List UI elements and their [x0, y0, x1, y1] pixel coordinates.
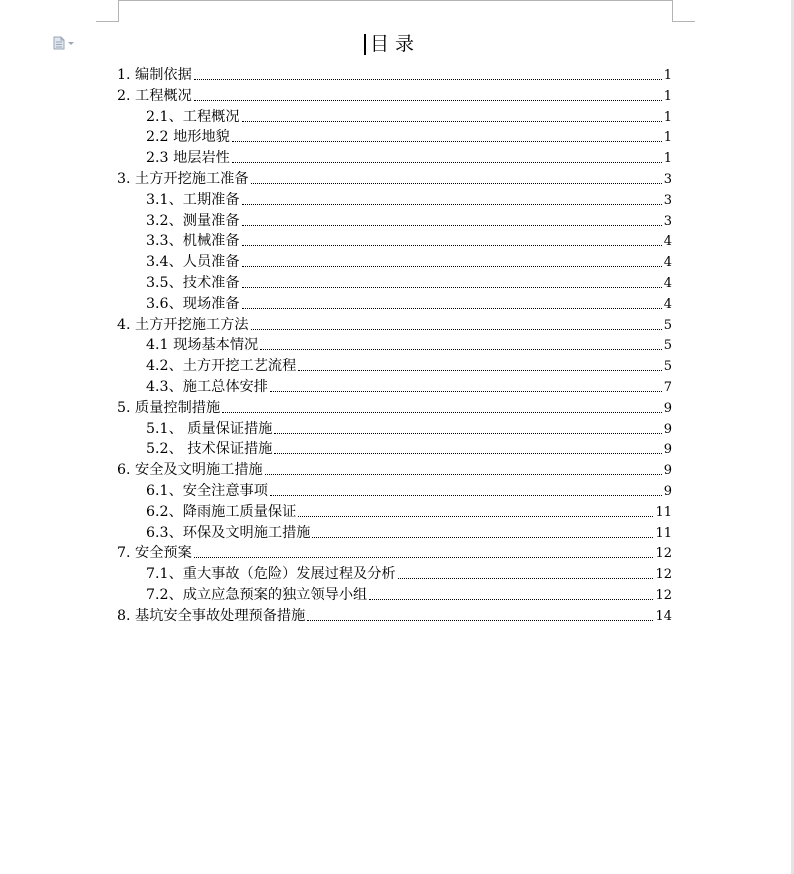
toc-entry-label: 5.1、 质量保证措施 [146, 420, 273, 437]
toc-entry[interactable] [146, 210, 672, 231]
toc-leader-dots [298, 515, 653, 517]
toc-entry[interactable] [117, 168, 672, 189]
toc-entry-label: 3.6、现场准备 [146, 295, 240, 312]
toc-entry-label: 2.3 地层岩性 [146, 150, 230, 167]
toc-entry-page-number: 5 [663, 359, 672, 375]
toc-entry-label: 2.2 地形地貌 [146, 129, 230, 146]
toc-entry-label: 6.2、降雨施工质量保证 [146, 503, 297, 520]
toc-entry[interactable] [146, 293, 672, 314]
toc-entry-label: 3.2、测量准备 [146, 212, 240, 229]
toc-entry-page-number: 3 [663, 172, 672, 187]
toc-leader-dots [232, 140, 662, 142]
toc-entry[interactable] [146, 106, 672, 127]
toc-entry-label: 4.1 现场基本情况 [146, 337, 259, 354]
toc-entry-page-number: 4 [663, 234, 672, 250]
toc-entry-label: 6.1、安全注意事项 [146, 483, 268, 499]
toc-leader-dots [194, 78, 662, 80]
toc-entry-page-number: 1 [663, 88, 672, 104]
toc-entry-page-number: 4 [663, 255, 672, 271]
text-cursor [364, 34, 366, 55]
toc-entry[interactable] [117, 459, 672, 480]
crop-mark-left-vertical [118, 0, 119, 22]
toc-entry-page-number: 9 [663, 463, 672, 479]
toc-entry-page-number: 12 [655, 567, 672, 583]
toc-entry[interactable] [146, 126, 672, 147]
toc-entry[interactable] [146, 189, 672, 210]
toc-entry-label: 4. 土方开挖施工方法 [117, 316, 249, 333]
toc-entry-label: 4.2、土方开挖工艺流程 [146, 358, 297, 375]
page-top-border [118, 0, 673, 1]
toc-leader-dots [242, 224, 662, 226]
toc-entry-label: 6. 安全及文明施工措施 [117, 462, 263, 479]
toc-entry-page-number: 1 [663, 68, 672, 83]
toc-leader-dots [265, 473, 662, 475]
toc-leader-dots [369, 598, 653, 600]
toc-entry[interactable] [146, 334, 672, 355]
toc-entry[interactable] [146, 563, 672, 584]
toc-entry-page-number: 11 [655, 504, 672, 520]
toc-leader-dots [242, 265, 662, 267]
toc-entry-page-number: 5 [663, 317, 672, 333]
toc-entry-label: 5. 质量控制措施 [117, 399, 221, 416]
toc-entry-label: 1. 编制依据 [117, 67, 192, 83]
toc-entry-label: 3.5、技术准备 [146, 275, 240, 291]
toc-entry[interactable] [146, 480, 672, 501]
toc-entry-label: 4.3、施工总体安排 [146, 379, 268, 395]
crop-mark-right-horizontal [673, 21, 695, 22]
toc-entry[interactable] [117, 85, 672, 106]
toc-entry-page-number: 9 [663, 421, 672, 437]
toc-entry[interactable] [146, 501, 672, 522]
toc-leader-dots [194, 99, 662, 101]
toc-entry[interactable] [146, 272, 672, 293]
toc-entry-page-number: 1 [663, 130, 672, 146]
toc-entry-page-number: 9 [663, 400, 672, 416]
toc-entry-page-number: 3 [663, 192, 672, 208]
toc-entry[interactable] [146, 147, 672, 168]
toc-entry[interactable] [146, 522, 672, 543]
toc-entry-label: 3.3、机械准备 [146, 233, 240, 250]
toc-entry[interactable] [146, 355, 672, 376]
toc-entry[interactable] [146, 418, 672, 439]
toc-entry-label: 7. 安全预案 [117, 545, 192, 562]
toc-entry[interactable] [146, 376, 672, 397]
toc-entry-page-number: 14 [655, 608, 672, 624]
toc-leader-dots [194, 556, 654, 558]
toc-leader-dots [307, 619, 653, 621]
toc-leader-dots [242, 244, 662, 246]
toc-entry-page-number: 12 [655, 588, 672, 603]
toc-entry[interactable] [146, 251, 672, 272]
toc-leader-dots [270, 390, 662, 392]
toc-leader-dots [242, 120, 662, 122]
toc-entry-page-number: 5 [663, 338, 672, 354]
toc-entry-page-number: 1 [663, 151, 672, 167]
toc-entry-page-number: 12 [655, 546, 672, 562]
toc-leader-dots [251, 328, 662, 330]
toc-leader-dots [242, 203, 662, 205]
toc-entry-label: 3.4、人员准备 [146, 254, 240, 271]
toc-entry[interactable] [117, 397, 672, 418]
toc-entry-label: 7.1、重大事故（危险）发展过程及分析 [146, 566, 396, 583]
toc-entry[interactable] [117, 314, 672, 335]
toc-entry-page-number: 9 [663, 484, 672, 499]
toc-entry[interactable] [146, 584, 672, 605]
toc-entry-label: 8. 基坑安全事故处理预备措施 [117, 607, 306, 624]
toc-leader-dots [312, 536, 653, 538]
crop-mark-right-vertical [672, 0, 673, 22]
toc-leader-dots [260, 348, 662, 350]
toc-entry[interactable] [146, 438, 672, 459]
toc-leader-dots [242, 307, 662, 309]
toc-leader-dots [298, 369, 661, 371]
toc-leader-dots [398, 577, 654, 579]
document-menu-button[interactable] [53, 35, 81, 51]
toc-entry-label: 2. 工程概况 [117, 87, 192, 104]
chevron-down-icon [68, 42, 74, 45]
toc-entry[interactable] [117, 64, 672, 85]
toc-entry[interactable] [117, 605, 672, 626]
toc-entry-label: 7.2、成立应急预案的独立领导小组 [146, 587, 368, 603]
toc-entry-label: 3. 土方开挖施工准备 [117, 171, 249, 187]
toc-entry-page-number: 3 [663, 213, 672, 229]
document-icon [53, 36, 65, 50]
toc-entry-label: 2.1、工程概况 [146, 108, 240, 125]
toc-entry-label: 6.3、环保及文明施工措施 [146, 524, 311, 541]
crop-mark-left-horizontal [96, 21, 118, 22]
page-title: 目 录 [370, 33, 415, 55]
toc-leader-dots [274, 432, 661, 434]
toc-entry-page-number: 4 [663, 296, 672, 312]
toc-entry[interactable] [117, 542, 672, 563]
toc-entry-page-number: 9 [663, 442, 672, 458]
toc-entry-page-number: 7 [663, 380, 672, 395]
toc-leader-dots [232, 161, 662, 163]
toc-entry-page-number: 4 [663, 276, 672, 291]
toc-entry-page-number: 11 [655, 525, 672, 541]
toc-leader-dots [270, 494, 662, 496]
toc-entry[interactable] [146, 230, 672, 251]
toc-leader-dots [274, 452, 661, 454]
toc-entry-label: 5.2、 技术保证措施 [146, 441, 273, 458]
toc-leader-dots [242, 286, 662, 288]
toc-leader-dots [222, 411, 662, 413]
toc-entry-page-number: 1 [663, 109, 672, 125]
toc-leader-dots [251, 182, 662, 184]
toc-entry-label: 3.1、工期准备 [146, 191, 240, 208]
